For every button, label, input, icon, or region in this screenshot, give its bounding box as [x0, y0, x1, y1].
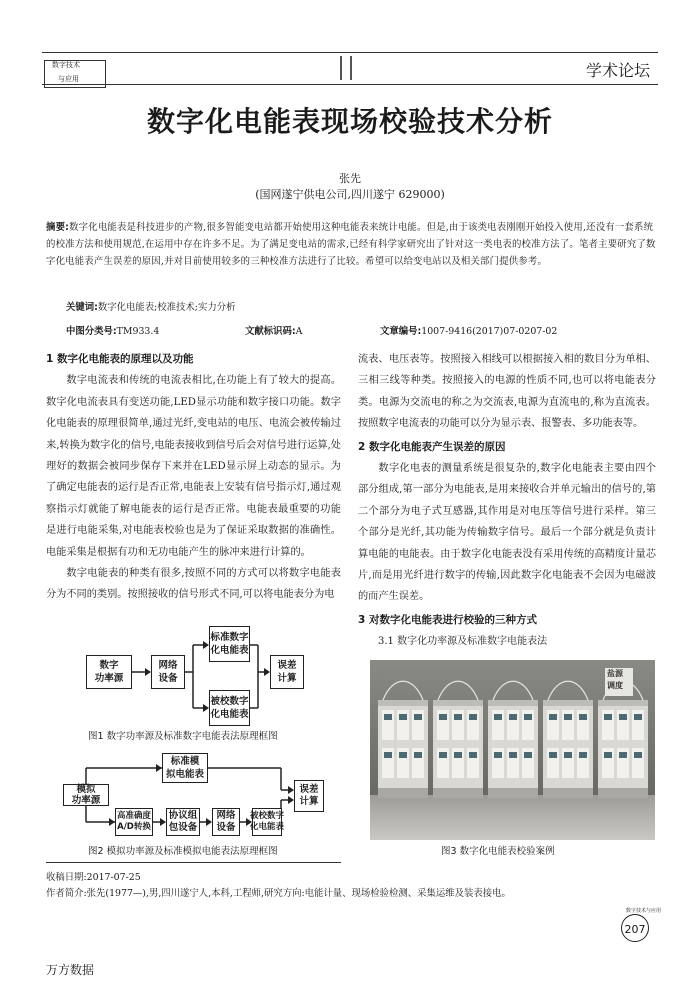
clc-label: 中图分类号:: [66, 326, 117, 337]
keywords-text: 数字化电能表;校准技术;实力分析: [97, 302, 236, 313]
figure2-caption: 图2 模拟功率源及标准模拟电能表法原理框图: [88, 846, 278, 857]
paragraph: 流表、电压表等。按照接入相线可以根据接入相的数目分为单相、三相三线等种类。按照接入的电源的性质不同,也可以将电能表分类。电源为交流电的称之为交流表,电源为直流电的,称为直流表。按照数字电流表的功能可以分为显示表、报警表、多功能表等。: [358, 354, 656, 430]
fig2-ad-converter: 高准确度 A/D转换: [115, 808, 153, 836]
paragraph: 数字电流表和传统的电流表相比,在功能上有了较大的提高。数字化电流表具有变送功能,LED显示功能和数字接口功能。数字化电能表的原理很简单,通过光纤,变电站的电压、电流会被传输过来,转换为数字化的信号,电能表接收到信号后会对信号进行运算,处理好的数据会被同步保存下来并在LED显示屏上动态的显示。为了确定电能表的运行是否正常,电能表上安装有信号指示灯,通过观察指示灯就能了解电能表的运行是否正常。电能表最重要的功能是进行电能采集,对电能表校验也是为了保证采取数据的准确性。电能采集是根据有功和无功电能产生的脉冲来进行计算的。: [46, 375, 341, 558]
article-number-label: 文章编号:: [380, 326, 422, 337]
article-number-value: 1007-9416(2017)07-0207-02: [421, 326, 558, 337]
fig1-digital-power-source: 数字 功率源: [86, 655, 132, 689]
doc-code-label: 文献标识码:: [245, 326, 296, 337]
article-title: 数字化电能表现场校验技术分析: [146, 105, 553, 138]
figure1-caption: 图1 数字功率源及标准数字电能表法原理框图: [88, 731, 278, 742]
received-date: 收稿日期:2017-07-25: [46, 872, 141, 883]
section-heading: 1 数字化电能表的原理以及功能: [46, 353, 194, 365]
paragraph: 数字化电表的测量系统是很复杂的,数字化电能表主要由四个部分组成,第一部分为电能表,是用来接收合并单元输出的信号的,第二个部分为电子式互感器,其作用是对电压等信号进行采样。第三个部分是光纤,其功能为传输数字信号。最后一个部分就是负责计算电能的电能表。由于数字化电能表没有采用传统的高精度计量芯片,而是用光纤进行数字的传输,因此数字化电能表不会因为电磁波的而产生误差。: [358, 463, 656, 603]
author-bio: 作者简介:张先(1977—),男,四川遂宁人,本科,工程师,研究方向:电能计量、现场检验检测、采集运维及装表接电。: [46, 888, 511, 899]
clc-value: TM933.4: [116, 326, 160, 337]
author-name: 张先: [339, 172, 361, 185]
fig1-network-device: 网络 设备: [151, 655, 185, 689]
section-tag: 学术论坛: [585, 61, 650, 80]
fig2-error-calculation: 误差 计算: [294, 780, 324, 812]
abstract-label: 摘要:: [46, 222, 70, 233]
doc-code-value: A: [295, 326, 303, 337]
section-heading: 3 对数字化电能表进行校验的三种方式: [358, 613, 537, 626]
fig1-tested-meter: 被校数字 化电能表: [209, 690, 250, 726]
fig2-tested-meter: 被校数字 化电能表: [252, 808, 282, 836]
fig2-network-device: 网络 设备: [212, 808, 240, 836]
author-affiliation: (国网遂宁供电公司,四川遂宁 629000): [255, 188, 445, 201]
section-heading: 2 数字化电能表产生误差的原因: [358, 440, 506, 453]
page-badge-label: 数字技术与应用: [626, 908, 662, 914]
subsection-heading: 3.1 数字化功率源及标准数字电能表法: [378, 636, 548, 648]
fig2-protocol-packer: 协议组 包设备: [166, 808, 200, 836]
page-number: 207: [621, 914, 649, 942]
journal-badge-line1: 数字技术: [52, 61, 80, 69]
footnote-rule: [46, 862, 341, 863]
fig1-standard-meter: 标准数字 化电能表: [209, 626, 250, 662]
fig1-error-calculation: 误差 计算: [270, 655, 304, 689]
abstract-text: 数字化电能表是科技进步的产物,很多智能变电站都开始使用这种电能表来统计电能。但是,由于该类电表刚刚开始投入使用,还没有一套系统的校准方法和使用规范,在运用中存在许多不足。为了满足变电站的需求,已经有科学家研究出了针对这一类电表的校准方法了。笔者主要研究了数字化电能表产生误差的原因,并对目前使用较多的三种校准方法进行了比较。希望可以给变电站以及相关部门提供参考。: [46, 222, 656, 267]
photo-wall-sign: 盐源 调度: [607, 669, 623, 690]
watermark: 万方数据: [46, 963, 95, 977]
paragraph: 数字电能表的种类有很多,按照不同的方式可以将数字电能表分为不同的类别。按照接收的信号形式不同,可以将电能表分为电: [46, 568, 341, 601]
fig2-analog-power-source: 模拟 功率源: [63, 784, 109, 806]
keywords-label: 关键词:: [66, 302, 98, 313]
fig2-standard-analog-meter: 标准模 拟电能表: [162, 753, 208, 783]
figure3-caption: 图3 数字化电能表校验案例: [441, 846, 555, 857]
journal-badge-line2: 与应用: [58, 75, 79, 83]
